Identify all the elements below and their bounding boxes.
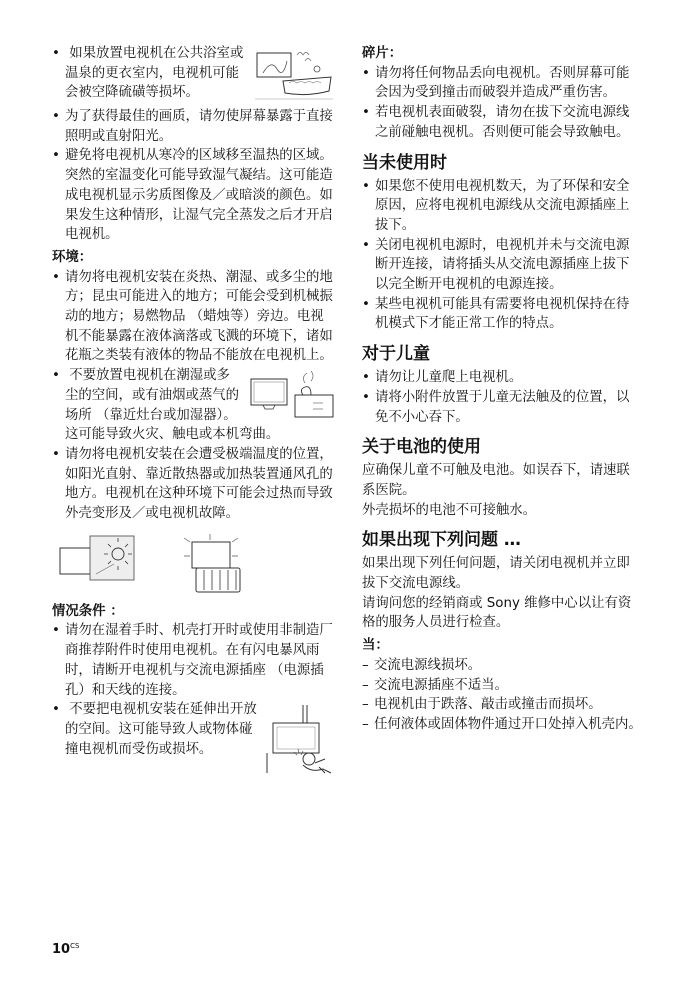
open-space-paragraph: • 不要把电视机安装在延伸出开放的空间。这可能导致人或物体碰撞电视机而受伤或损坏。: [52, 700, 335, 759]
problems-heading: 如果出现下列问题 …: [362, 530, 521, 551]
fragments-heading: 碎片：: [362, 46, 403, 61]
page-number: $10^{CS}$: [52, 942, 80, 957]
conditions-heading: 情况条件 ：: [52, 603, 124, 619]
environment-heading: 环境：: [52, 249, 93, 265]
temperature-paragraph: • 请勿将电视机安装在会遭受极端温度的位置，如阳光直射、靠近散热器或加热装置通风孔的地方。电视机在这种环境下可能会过热而导致外壳变形及／或电视机故障。: [52, 445, 335, 524]
standby-paragraph: • 某些电视机可能具有需要将电视机保持在待机模式下才能正常工作的特点。: [362, 295, 642, 334]
right-column: [362, 44, 642, 735]
wet-hands-paragraph: • 请勿在湿着手时、机壳打开时或使用非制造厂商推荐附件时使用电视机。在有闪电暴风雨时，请断开电视机与交流电源插座 （电源插孔）和天线的连接。: [52, 621, 335, 700]
kitchen-illustration: [249, 369, 335, 421]
problems-paragraph: 如果出现下列任何问题，请关闭电视机并立即拔下交流电源线。: [362, 556, 630, 592]
problem-item: – 任何液体或固体物件通过开口处掉入机壳内。: [362, 715, 642, 735]
left-column: [52, 44, 335, 777]
battery-water-paragraph: 外壳损坏的电池不可接触水。: [362, 502, 537, 518]
broken-surface-paragraph: • 若电视机表面破裂，请勿在拔下交流电源线之前碰触电视机。否则便可能会导致触电。: [362, 103, 642, 142]
children-heading: 对于儿童: [362, 344, 430, 365]
lighting-paragraph: • 为了获得最佳的画质，请勿使屏幕暴露于直接照明或直射阳光。: [52, 107, 335, 146]
battery-paragraph: 应确保儿童不可触及电池。如误吞下，请速联系医院。: [362, 463, 630, 498]
throw-object-paragraph: • 请勿将任何物品丢向电视机。否则屏幕可能会因为受到撞击而破裂并造成严重伤害。: [362, 64, 642, 103]
bathroom-illustration: [253, 47, 335, 105]
heat-illustrations: [58, 534, 335, 594]
problem-item: – 交流电源线损坏。: [362, 656, 642, 676]
climb-paragraph: • 请勿让儿童爬上电视机。: [362, 368, 642, 388]
sunlight-illustration: [58, 534, 142, 586]
battery-heading: 关于电池的使用: [362, 437, 481, 458]
when-label: 当：: [362, 638, 389, 654]
power-off-paragraph: • 关闭电视机电源时，电视机并未与交流电源断开连接，请将插头从交流电源插座上拔下以完全断开电视机的电源连接。: [362, 236, 642, 295]
unplug-paragraph: • 如果您不使用电视机数天，为了环保和安全原因，应将电视机电源线从交流电源插座上拔下。: [362, 177, 642, 236]
condensation-paragraph: • 避免将电视机从寒冷的区域移至温热的区域。突然的室温变化可能导致湿气凝结。这可能造成电视机显示劣质图像及／或暗淡的颜色。如果发生这种情形，让湿气完全蒸发之后才开启电视机。: [52, 146, 335, 245]
radiator-illustration: [180, 534, 258, 594]
environment-paragraph: • 请勿将电视机安装在炎热、潮湿、或多尘的地方；昆虫可能进入的地方；可能会受到机械振动的地方；易燃物品 （蜡烛等）旁边。电视机不能暴露在液体滴落或飞溅的环境下，诸如花瓶之类装有液体的物品不能放在电视机上。: [52, 268, 335, 367]
small-accessories-paragraph: • 请将小附件放置于儿童无法触及的位置，以免不小心吞下。: [362, 388, 642, 427]
humidity-paragraph: • 不要放置电视机在潮湿或多尘的空间，或有油烟或蒸气的场所 （靠近灶台或加湿器）。这可能导致火灾、触电或本机弯曲。: [52, 366, 335, 445]
bathroom-paragraph: • 如果放置电视机在公共浴室或温泉的更衣室内，电视机可能会被空降硫磺等损坏。: [52, 44, 335, 103]
bump-illustration: [263, 703, 335, 775]
service-paragraph: 请询问您的经销商或 Sony 维修中心以让有资格的服务人员进行检查。: [362, 595, 632, 631]
unused-heading: 当未使用时: [362, 152, 447, 173]
problem-item: – 电视机由于跌落、敲击或撞击而损坏。: [362, 695, 642, 715]
problem-item: – 交流电源插座不适当。: [362, 676, 642, 696]
